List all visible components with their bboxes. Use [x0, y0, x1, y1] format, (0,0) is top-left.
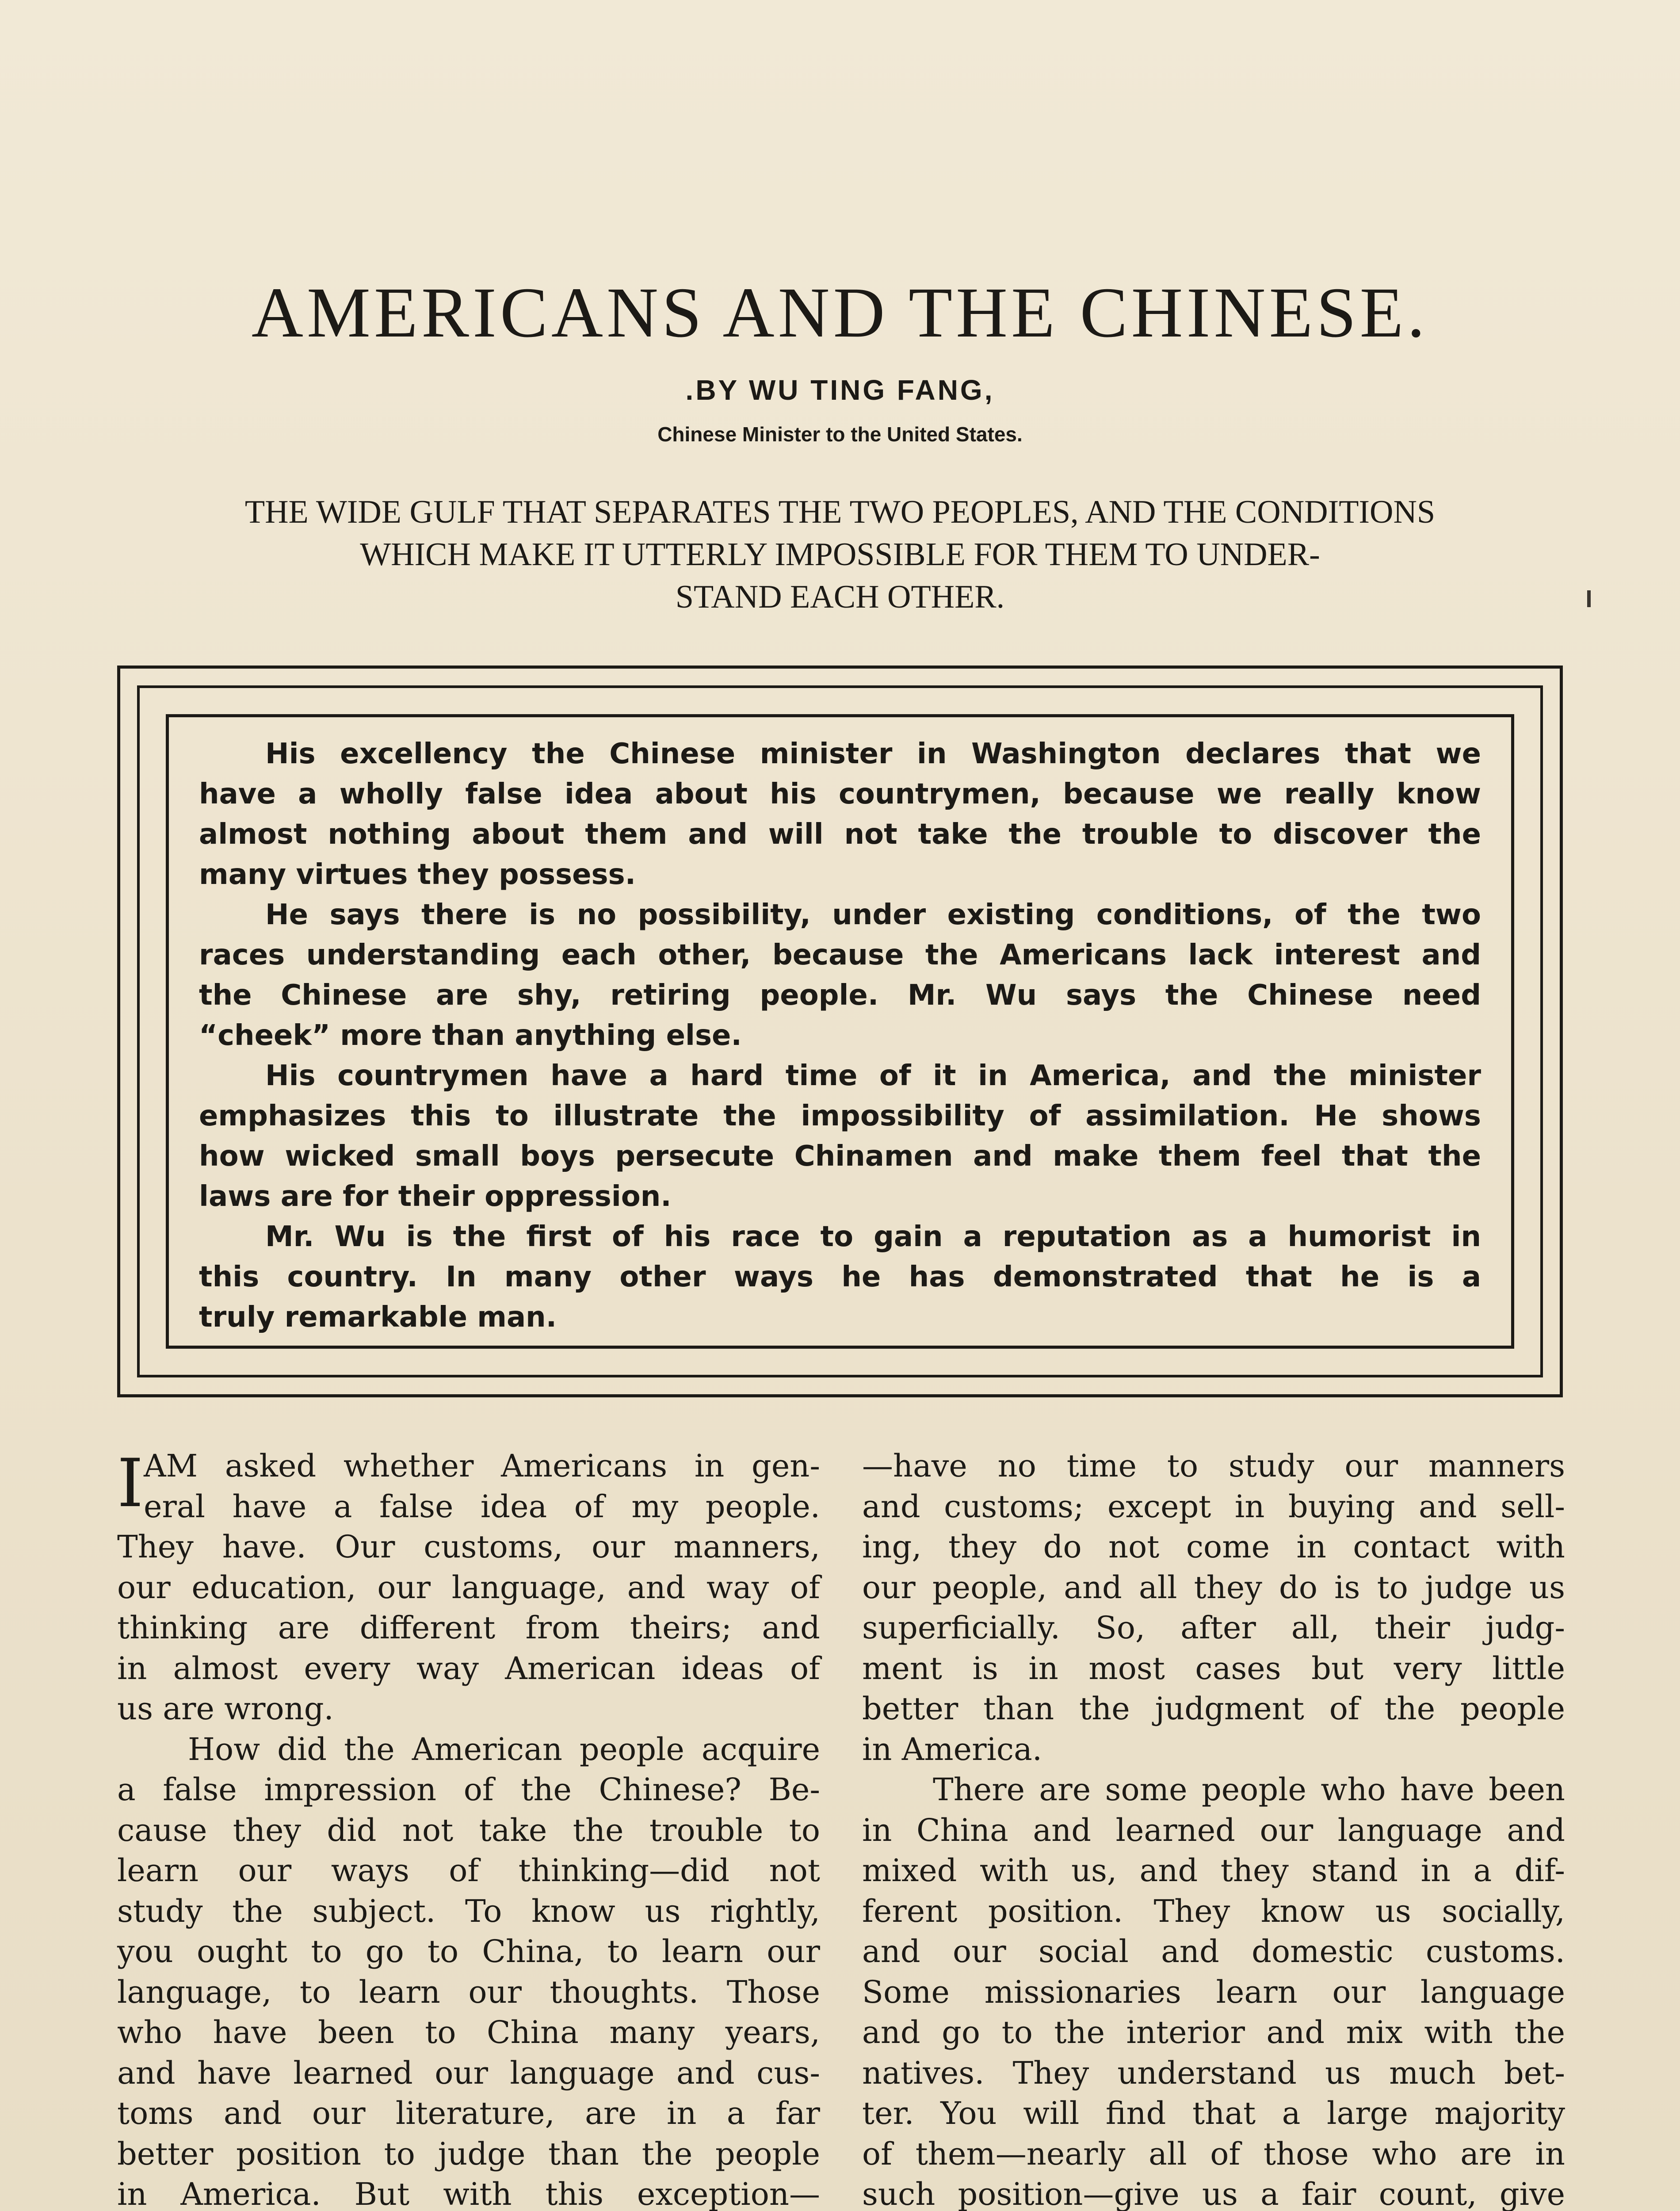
deck-line: STAND EACH OTHER. [675, 579, 1005, 615]
body-line: our people, and all they do is to judge us [862, 1569, 1565, 1606]
byline: .BY WU TING FANG, [685, 374, 995, 406]
summary-line: almost nothing about them and will not take the trouble to discover the [199, 818, 1481, 851]
article-headline: AMERICANS AND THE CHINESE. [251, 273, 1429, 352]
body-line: us are wrong. [117, 1691, 334, 1727]
body-line: and go to the interior and mix with the [862, 2014, 1565, 2050]
body-line: and our social and domestic customs. [862, 1933, 1565, 1970]
body-line: our education, our language, and way of [117, 1569, 820, 1606]
margin-mark [1587, 590, 1591, 607]
summary-line: laws are for their oppression. [199, 1180, 672, 1213]
body-line: language, to learn our thoughts. Those [117, 1974, 820, 2010]
body-line: of them—nearly all of those who are in [862, 2135, 1565, 2172]
article-deck [111, 491, 1569, 618]
summary-paragraph [199, 895, 1481, 1056]
summary-line: many virtues they possess. [199, 858, 636, 891]
body-line: ferent position. They know us socially, [862, 1893, 1565, 1929]
body-line: who have been to China many years, [117, 2014, 820, 2050]
summary-line: have a wholly false idea about his countrymen, because we really know [199, 778, 1481, 811]
body-line: eral have a false idea of my people. [144, 1488, 820, 1525]
summary-box-text [199, 734, 1481, 1338]
body-line: in almost every way American ideas of [117, 1650, 820, 1687]
body-line: ter. You will find that a large majority [862, 2095, 1565, 2131]
body-line: natives. They understand us much bet- [862, 2054, 1565, 2091]
summary-paragraph [199, 734, 1481, 895]
body-line: study the subject. To know us rightly, [117, 1893, 820, 1929]
summary-line: how wicked small boys persecute Chinamen and make them feel that the [199, 1140, 1481, 1173]
summary-line: “cheek” more than anything else. [199, 1019, 742, 1052]
drop-cap: I [117, 1445, 144, 1522]
deck-line: THE WIDE GULF THAT SEPARATES THE TWO PEOPLES, AND THE CONDITIONS [244, 494, 1436, 530]
body-line: mixed with us, and they stand in a dif- [862, 1852, 1565, 1889]
summary-line: truly remarkable man. [199, 1301, 557, 1334]
summary-paragraph [199, 1217, 1481, 1338]
summary-line: the Chinese are shy, retiring people. Mr. Wu says the Chinese need [199, 979, 1481, 1012]
body-line: How did the American people acquire [188, 1731, 820, 1767]
body-line: better position to judge than the people [117, 2135, 820, 2172]
deck-line: WHICH MAKE IT UTTERLY IMPOSSIBLE FOR THEM TO UNDER- [360, 536, 1320, 573]
body-line: in China and learned our language and [862, 1812, 1565, 1848]
summary-line: He says there is no possibility, under existing conditions, of the two [265, 899, 1481, 931]
body-line: in America. But with this exception— [117, 2176, 820, 2211]
body-line: learn our ways of thinking—did not [117, 1852, 820, 1889]
body-line: thinking are different from theirs; and [117, 1610, 820, 1646]
summary-line: emphasizes this to illustrate the impossibility of assimilation. He shows [199, 1100, 1481, 1132]
summary-line: His excellency the Chinese minister in Washington declares that we [265, 738, 1481, 770]
summary-line: Mr. Wu is the first of his race to gain a reputation as a humorist in [265, 1220, 1481, 1253]
summary-line: His countrymen have a hard time of it in America, and the minister [265, 1060, 1481, 1092]
body-line: —have no time to study our manners [862, 1448, 1565, 1484]
show-through-header [106, 66, 1574, 119]
body-line: ment is in most cases but very little [862, 1650, 1565, 1687]
body-line: Some missionaries learn our language [862, 1974, 1565, 2010]
body-line: cause they did not take the trouble to [117, 1812, 820, 1848]
summary-line: races understanding each other, because the Americans lack interest and [199, 939, 1481, 972]
summary-line: this country. In many other ways he has demonstrated that he is a [199, 1261, 1481, 1293]
body-line: a false impression of the Chinese? Be- [117, 1771, 820, 1808]
body-line: ing, they do not come in contact with [862, 1529, 1565, 1565]
body-line: There are some people who have been [933, 1771, 1565, 1808]
body-column-right [862, 1446, 1565, 2211]
body-line: toms and our literature, are in a far [117, 2095, 820, 2131]
body-line: superficially. So, after all, their judg- [862, 1610, 1565, 1646]
body-line: and customs; except in buying and sell- [862, 1488, 1565, 1525]
body-column-left [117, 1446, 820, 2211]
body-line: better than the judgment of the people [862, 1691, 1565, 1727]
body-line: you ought to go to China, to learn our [117, 1933, 820, 1970]
body-line: in America. [862, 1731, 1042, 1767]
summary-paragraph [199, 1056, 1481, 1217]
body-line: AM asked whether Americans in gen- [144, 1448, 820, 1484]
author-title: Chinese Minister to the United States. [657, 423, 1023, 446]
body-line: such position—give us a fair count, give [862, 2176, 1565, 2211]
body-line: They have. Our customs, our manners, [117, 1529, 820, 1565]
body-line: and have learned our language and cus- [117, 2054, 820, 2091]
